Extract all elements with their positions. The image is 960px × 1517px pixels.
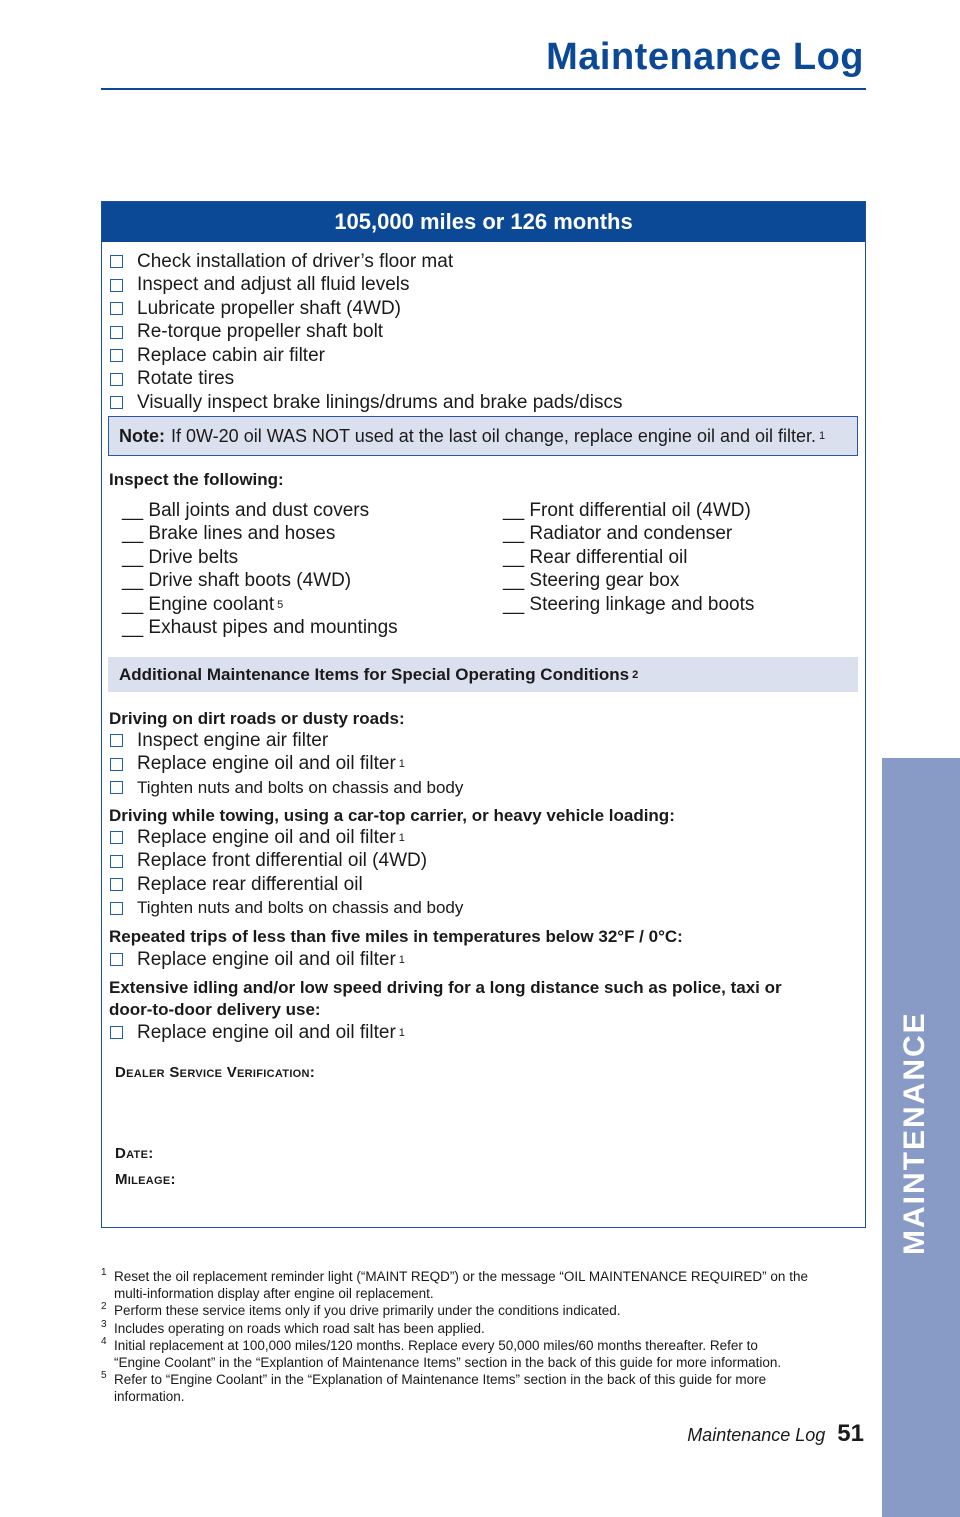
checkbox-icon[interactable] [110, 326, 123, 339]
condition-heading-cont: door-to-door delivery use: [109, 1000, 321, 1019]
inspect-item: __ Drive belts [122, 546, 239, 568]
checkbox-icon[interactable] [110, 734, 123, 747]
service-checklist [108, 250, 622, 415]
checkbox-icon[interactable] [110, 373, 123, 386]
additional-maintenance-heading: Additional Maintenance Items for Special Operating Conditions 2 [108, 657, 858, 692]
checkbox-icon[interactable] [110, 953, 123, 966]
condition-checklist [108, 1021, 405, 1045]
checkbox-icon[interactable] [110, 758, 123, 771]
checklist-item[interactable]: Tighten nuts and bolts on chassis and body [108, 897, 466, 921]
inspect-heading: Inspect the following: [109, 470, 284, 489]
checklist-item[interactable]: Visually inspect brake linings/drums and brake pads/discs [108, 391, 622, 415]
footnote: 5 Refer to “Engine Coolant” in the “Explanation of Maintenance Items” section in the back of this guide for more information. [101, 1370, 767, 1405]
checklist-item[interactable]: Replace rear differential oil [108, 873, 466, 897]
checklist-item[interactable]: Replace engine oil and oil filter 1 [108, 1021, 405, 1045]
checkbox-icon[interactable] [110, 1026, 123, 1039]
checkbox-icon[interactable] [110, 279, 123, 292]
condition-checklist [108, 948, 405, 972]
checkbox-icon[interactable] [110, 831, 123, 844]
condition-heading: Driving while towing, using a car-top carrier, or heavy vehicle loading: [109, 806, 675, 825]
mileage-label: Mileage: [115, 1171, 176, 1188]
title-divider [101, 88, 866, 90]
panel-header [102, 202, 865, 242]
panel-title: 105,000 miles or 126 months [334, 209, 633, 234]
inspect-item: __ Steering linkage and boots [503, 593, 755, 615]
checklist-item[interactable]: Replace front differential oil (4WD) [108, 850, 466, 874]
condition-heading: Driving on dirt roads or dusty roads: [109, 709, 405, 728]
checklist-item[interactable]: Lubricate propeller shaft (4WD) [108, 297, 622, 321]
footer-label: Maintenance Log [687, 1425, 826, 1445]
checklist-item[interactable]: Rotate tires [108, 368, 622, 392]
maintenance-panel [101, 201, 866, 1228]
condition-heading: Repeated trips of less than five miles in temperatures below 32°F / 0°C: [109, 927, 683, 946]
checklist-item[interactable]: Replace engine oil and oil filter 1 [108, 948, 405, 972]
checkbox-icon[interactable] [110, 878, 123, 891]
checklist-item[interactable]: Tighten nuts and bolts on chassis and body [108, 776, 466, 800]
note-text: If 0W-20 oil WAS NOT used at the last oil change, replace engine oil and oil filter. [171, 425, 817, 446]
inspect-item: __ Radiator and condenser [503, 523, 733, 545]
checklist-item[interactable]: Replace cabin air filter [108, 344, 622, 368]
inspect-item: __ Engine coolant 5 [122, 593, 284, 615]
page-number: 51 [837, 1420, 864, 1447]
checklist-item[interactable]: Check installation of driver’s floor mat [108, 250, 622, 274]
checklist-item[interactable]: Re-torque propeller shaft bolt [108, 321, 622, 345]
checkbox-icon[interactable] [110, 349, 123, 362]
footnote: 2 Perform these service items only if you drive primarily under the conditions indicated. [101, 1301, 621, 1319]
checklist-item[interactable]: Replace engine oil and oil filter 1 [108, 753, 466, 777]
checkbox-icon[interactable] [110, 302, 123, 315]
note-label: Note: [119, 425, 165, 446]
inspect-item: __ Front differential oil (4WD) [503, 499, 751, 521]
checkbox-icon[interactable] [110, 781, 123, 794]
checkbox-icon[interactable] [110, 855, 123, 868]
checkbox-icon[interactable] [110, 902, 123, 915]
checklist-item[interactable]: Replace engine oil and oil filter 1 [108, 826, 466, 850]
condition-checklist [108, 826, 466, 920]
inspect-item: __ Brake lines and hoses [122, 523, 336, 545]
dealer-verification-label: Dealer Service Verification: [115, 1064, 316, 1081]
condition-checklist [108, 729, 466, 800]
oil-note: Note: If 0W-20 oil WAS NOT used at the last oil change, replace engine oil and oil filter. 1 [108, 416, 858, 456]
footnotes [101, 1268, 866, 1406]
inspect-list-right [503, 499, 754, 617]
checklist-item[interactable]: Inspect and adjust all fluid levels [108, 274, 622, 298]
checkbox-icon[interactable] [110, 255, 123, 268]
inspect-item: __ Steering gear box [503, 570, 680, 592]
inspect-item: __ Ball joints and dust covers [122, 499, 370, 521]
footnote: 1 Reset the oil replacement reminder light (“MAINT REQD”) or the message “OIL MAINTENANCE REQUIRED” on the multi-information display after engine oil replacement. [101, 1267, 808, 1302]
inspect-item: __ Drive shaft boots (4WD) [122, 570, 352, 592]
inspect-item: __ Exhaust pipes and mountings [122, 617, 398, 639]
inspect-list-left [122, 499, 401, 640]
condition-heading: Extensive idling and/or low speed driving for a long distance such as police, taxi or [109, 978, 782, 997]
footnote: 4 Initial replacement at 100,000 miles/120 months. Replace every 50,000 miles/60 months thereafter. Refer to “Engine Coolant” in the “Explantion of Maintenance Items” section in the back of this guide for more information. [101, 1335, 782, 1371]
footnote: 3 Includes operating on roads which road salt has been applied. [101, 1318, 485, 1336]
section-tab-label: MAINTENANCE [898, 1011, 931, 1255]
date-label: Date: [115, 1145, 154, 1162]
page-title: Maintenance Log [546, 36, 864, 78]
checklist-item[interactable]: Inspect engine air filter [108, 729, 466, 753]
checkbox-icon[interactable] [110, 396, 123, 409]
page-footer [687, 1420, 864, 1448]
inspect-item: __ Rear differential oil [503, 546, 688, 568]
